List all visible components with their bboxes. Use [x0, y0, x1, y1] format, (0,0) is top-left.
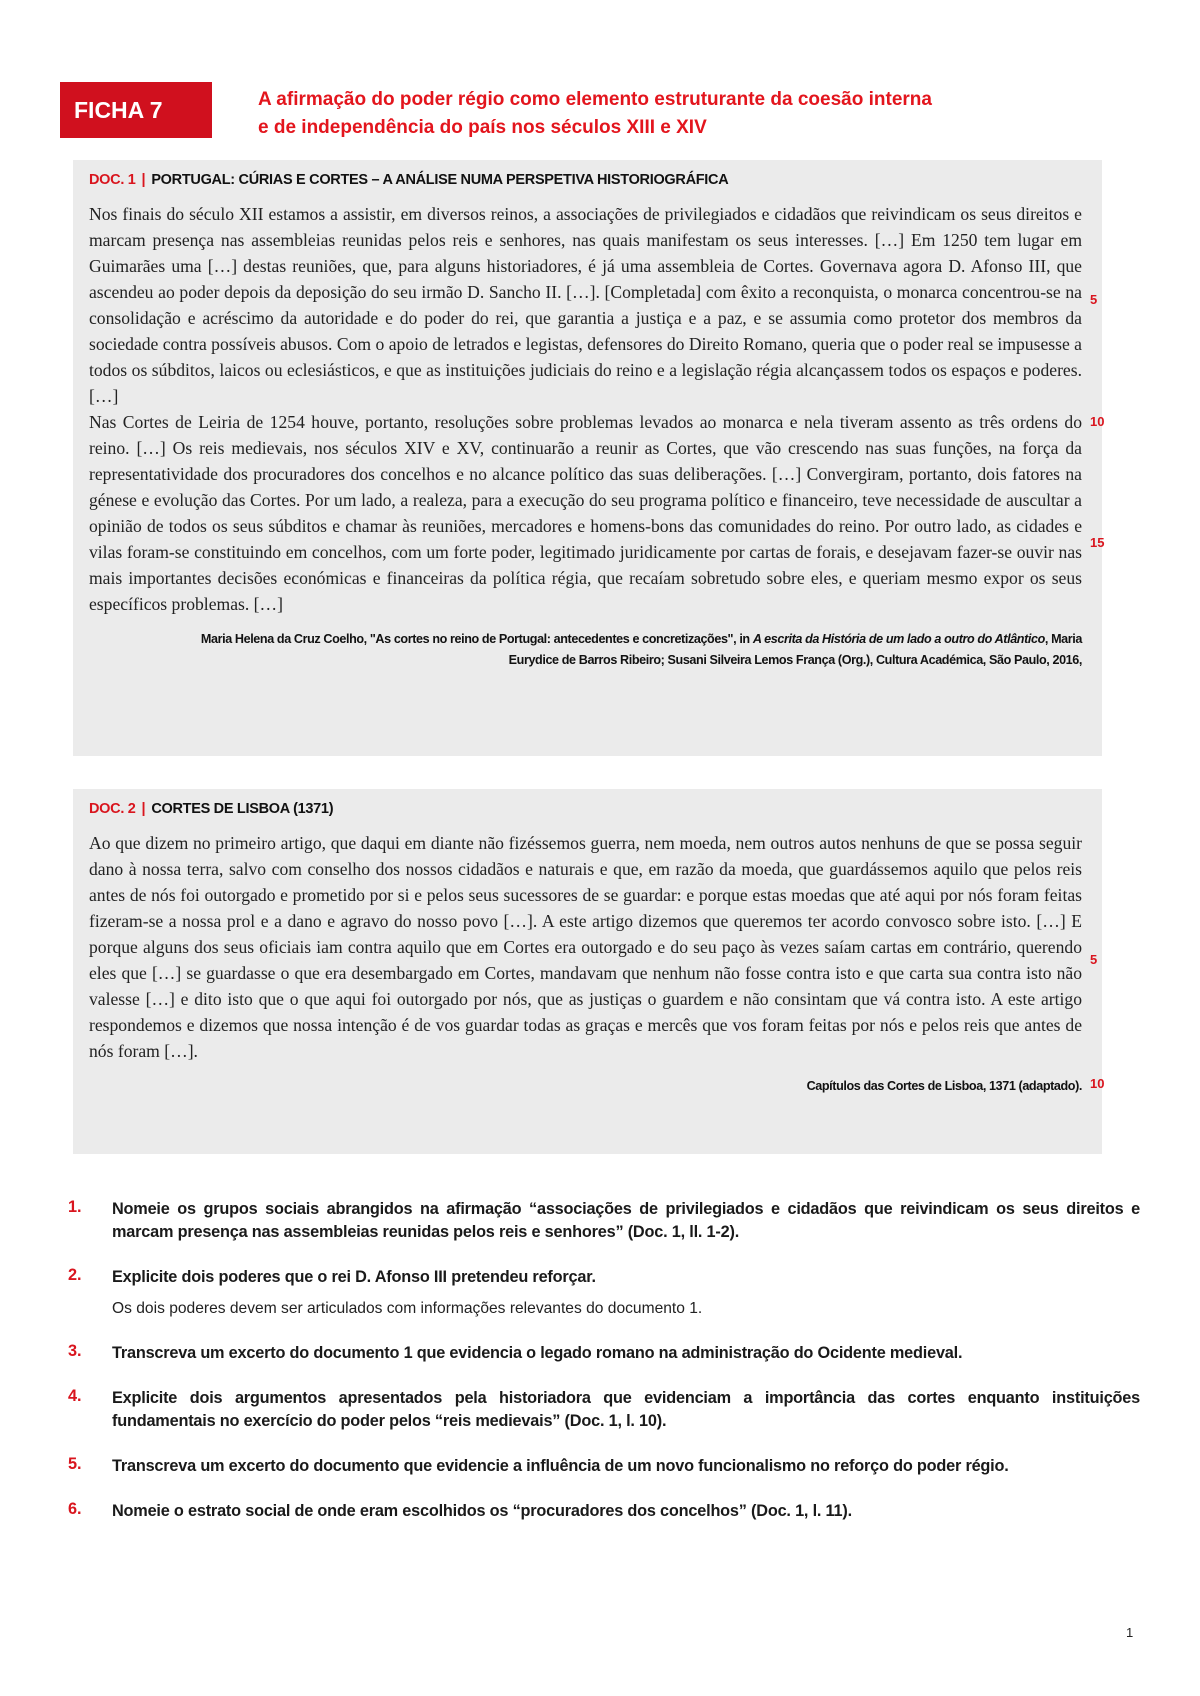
doc-1-line-number-15: 15: [1090, 535, 1105, 550]
title-line-2: e de independência do país nos séculos XIII e XIV: [258, 117, 707, 138]
question-number: 6.: [68, 1500, 82, 1518]
question-number: 4.: [68, 1387, 82, 1405]
question-4: [68, 1387, 1140, 1433]
doc-2-line-number-10: 10: [1090, 1076, 1105, 1091]
question-2: [68, 1266, 1140, 1320]
document-1: [73, 160, 1105, 756]
question-text: Transcreva um excerto do documento 1 que evidencia o legado romano na administração do Ocidente medieval.: [112, 1344, 963, 1362]
ficha-badge: FICHA 7: [60, 82, 212, 138]
doc-1-title: PORTUGAL: CÚRIAS E CORTES – A ANÁLISE NUMA PERSPETIVA HISTORIOGRÁFICA: [151, 172, 729, 188]
doc-2-paragraph: Ao que dizem no primeiro artigo, que daqui em diante não fizéssemos guerra, nem moeda, nem outros autos nenhuns de que se possa seguir dano à nossa terra, salvo com conselho dos nossos cidadãos e naturais e que, em razão da moeda, que guardássemos aquilo que pelos reis antes de nós foi outorgado e prometido por si e pelos seus sucessores de se guardar: e porque estas moedas que até aqui por nós foram feitas fizeram-se a nossa prol e a dano e agravo do nosso povo […]. A este artigo dizemos que queremos ter acordo convosco sobre isto. […] E porque alguns dos seus oficiais iam contra aquilo que em Cortes era outorgado e do seu paço às vezes saíam cartas em contrário, querendo eles que […] se guardasse o que era desembargado em Cortes, mandavam que nenhum não fosse contra isto e que carta sua contra isto não valesse […] e dito isto que o que aqui foi outorgado por nós, que as justiças o guardem e não consintam que vá contra isto. A este artigo respondemos e dizemos que nossa intenção é de vos guardar todas as graças e mercês que vos foram feitas por nós e pelos reis que antes de nós foram […].: [89, 833, 1082, 1061]
question-number: 3.: [68, 1342, 82, 1360]
question-number: 1.: [68, 1198, 82, 1216]
doc-1-label: DOC. 1: [89, 172, 136, 188]
question-5: [68, 1455, 1140, 1478]
doc-1-paragraph-1: Nos finais do século XII estamos a assistir, em diversos reinos, a associações de privilegiados e cidadãos que reivindicam os seus direitos e marcam presença nas assembleias reunidas pelos reis e senhores, nas quais manifestam os seus interesses. […] Em 1250 tem lugar em Guimarães uma […] destas reuniões, que, para alguns historiadores, é já uma assembleia de Cortes. Governava agora D. Afonso III, que ascendeu ao poder depois da deposição do seu irmão D. Sancho II. […]. [Completada] com êxito a reconquista, o monarca concentrou-se na consolidação e acréscimo da autoridade e do poder do rei, que garantia a justiça e a paz, e se assumia como protetor dos membros da sociedade contra possíveis abusos. Com o apoio de letrados e legistas, defensores do Direito Romano, queria que o poder real se impusesse a todos os súbditos, laicos ou eclesiásticos, e que as instituições judiciais do reino e a legislação régia alcançassem todos os espaços e poderes. […]: [89, 204, 1082, 406]
doc-2-heading: [89, 801, 1086, 817]
page-title: [258, 86, 1158, 142]
question-6: [68, 1500, 1140, 1523]
doc-2-separator: |: [141, 801, 146, 817]
question-text: Nomeie o estrato social de onde eram escolhidos os “procuradores dos concelhos” (Doc. 1, l. 11).: [112, 1502, 852, 1520]
doc-1-source-book-title: A escrita da História de um lado a outro do Atlântico: [752, 632, 1045, 646]
title-line-1: A afirmação do poder régio como elemento estruturante da coesão interna: [258, 89, 932, 110]
question-number: 2.: [68, 1266, 82, 1284]
doc-2-line-number-5: 5: [1090, 952, 1098, 967]
doc-2-title: CORTES DE LISBOA (1371): [151, 801, 334, 817]
doc-1-paragraph-2: Nas Cortes de Leiria de 1254 houve, portanto, resoluções sobre problemas levados ao monarca e nela tiveram assento as três ordens do reino. […] Os reis medievais, nos séculos XIV e XV, continuarão a reunir as Cortes, que vão crescendo nas suas funções, na força da representatividade dos procuradores dos concelhos e no alcance político das suas deliberações. […] Convergiram, portanto, dois fatores na génese e evolução das Cortes. Por um lado, a realeza, para a execução do seu programa político e financeiro, teve necessidade de auscultar a opinião de todos os seus súbditos e chamar às reuniões, mercadores e homens-bons das comunidades do reino. Por outro lado, as cidades e vilas foram-se constituindo em concelhos, com um forte poder, legitimado juridicamente por cartas de forais, e desejavam fazer-se ouvir nas mais importantes decisões económicas e financeiras da política régia, que recaíam sobretudo sobre eles, e queriam mesmo expor os seus específicos problemas. […]: [89, 412, 1082, 614]
questions-list: [68, 1198, 1140, 1545]
doc-2-text: [89, 830, 1082, 1064]
question-3: [68, 1342, 1140, 1365]
doc-1-separator: |: [141, 172, 146, 188]
question-text: Explicite dois poderes que o rei D. Afonso III pretendeu reforçar.: [112, 1268, 596, 1286]
doc-1-line-number-5: 5: [1090, 292, 1098, 307]
question-text: Nomeie os grupos sociais abrangidos na afirmação “associações de privilegiados e cidadãos que reivindicam os seus direitos e marcam presença nas assembleias reunidas pelos reis e senhores” (Doc. 1, ll. 1-2).: [112, 1200, 1140, 1241]
question-text: Transcreva um excerto do documento que evidencie a influência de um novo funcionalismo no reforço do poder régio.: [112, 1457, 1009, 1475]
doc-2-source: Capítulos das Cortes de Lisboa, 1371 (adaptado).: [806, 1079, 1082, 1093]
doc-1-heading: [89, 172, 1086, 188]
doc-1-source: [89, 629, 1082, 671]
document-2: [73, 789, 1105, 1154]
doc-1-text: [89, 201, 1082, 617]
doc-2-label: DOC. 2: [89, 801, 136, 817]
question-1: [68, 1198, 1140, 1244]
question-text: Explicite dois argumentos apresentados pela historiadora que evidenciam a importância das cortes enquanto instituições fundamentais no exercício do poder pelos “reis medievais” (Doc. 1, l. 10).: [112, 1389, 1140, 1430]
doc-1-source-line-2: Eurydice de Barros Ribeiro; Susani Silveira Lemos França (Org.), Cultura Académica, São Paulo, 2016,: [508, 653, 1082, 667]
doc-1-source-line-1: Maria Helena da Cruz Coelho, "As cortes no reino de Portugal: antecedentes e concretizações", in A escrita da História de um lado a outro do Atlântico, Maria: [200, 632, 1082, 646]
question-note: Os dois poderes devem ser articulados com informações relevantes do documento 1.: [112, 1300, 703, 1317]
page-number: 1: [1126, 1625, 1134, 1640]
question-number: 5.: [68, 1455, 82, 1473]
doc-1-line-number-10: 10: [1090, 414, 1105, 429]
